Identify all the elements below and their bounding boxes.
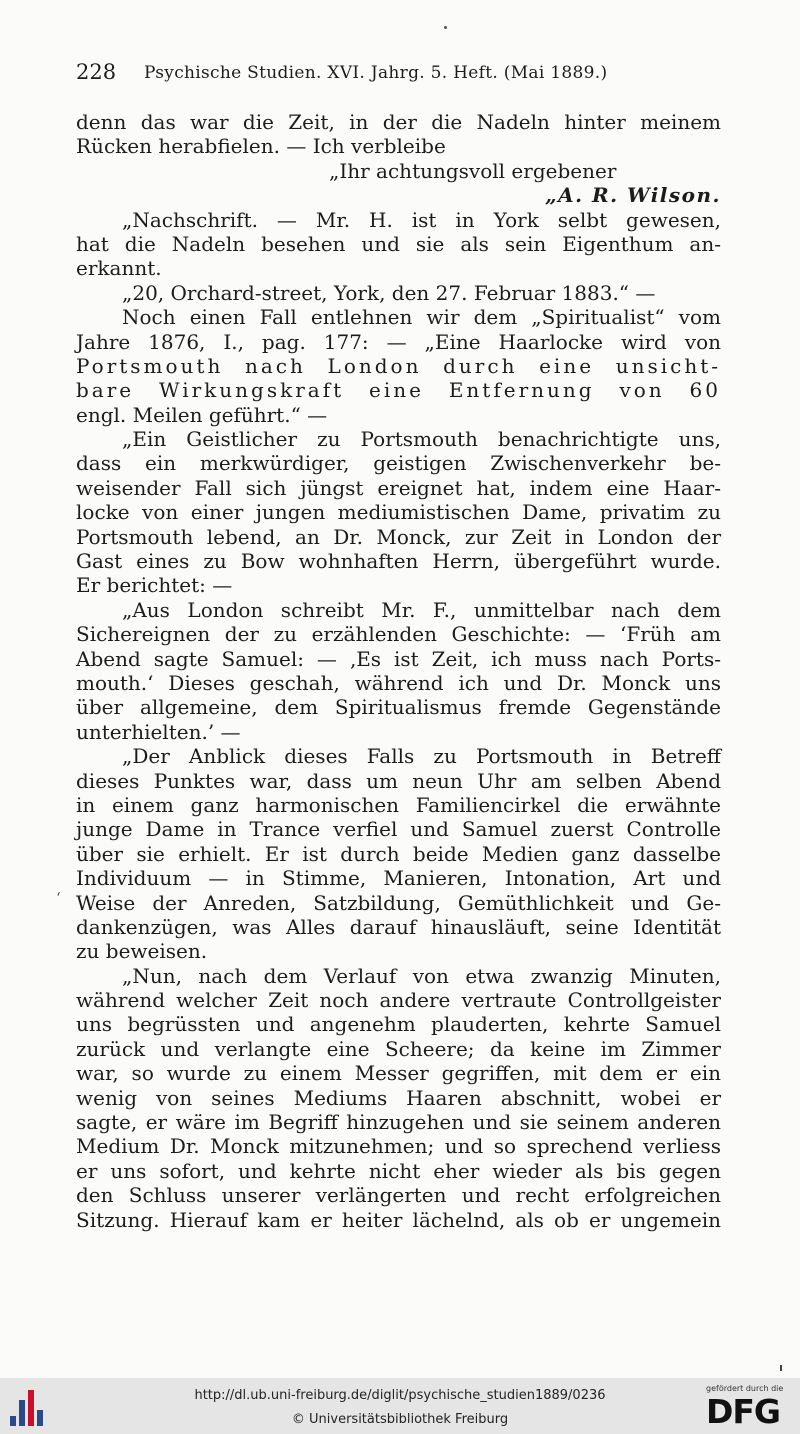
copyright: © Universitätsbibliothek Freiburg <box>291 1412 509 1427</box>
text-line: Individuum — in Stimme, Manieren, Intonation, Art und <box>76 866 721 891</box>
text-line: über sie erhielt. Er ist durch beide Medien ganz dasselbe <box>76 841 721 866</box>
text-line: Gast eines zu Bow wohnhaften Herrn, übergeführt wurde. <box>76 549 721 574</box>
text-line: unterhielten.’ — <box>76 719 241 744</box>
text-line: Sichereignen der zu erzählenden Geschichte: — ‘Früh am <box>76 622 721 647</box>
text-line: Jahre 1876, I., pag. 177: — „Eine Haarlocke wird von <box>76 329 721 354</box>
text-line: dass ein merkwürdiger, geistigen Zwischenverkehr be- <box>76 451 721 476</box>
text-line: „20, Orchard-street, York, den 27. Februar 1883.“ — <box>122 280 656 305</box>
text-line: Er berichtet: — <box>76 573 233 598</box>
text-line: Portsmouth nach London durch eine unsicht- <box>76 353 721 378</box>
signature: „A. R. Wilson. <box>545 183 721 208</box>
text-line: bare Wirkungskraft eine Entfernung von 60 <box>76 378 721 403</box>
scan-speck <box>444 26 447 29</box>
page-number: 228 <box>76 60 117 84</box>
permalink[interactable]: http://dl.ub.uni-freiburg.de/diglit/psychische_studien1889/0236 <box>194 1388 606 1403</box>
text-line: dankenzügen, was Alles darauf hinausläuft, seine Identität <box>76 914 721 939</box>
text-line: Medium Dr. Monck mitzunehmen; und so sprechend verliess <box>76 1134 721 1159</box>
text-line: weisender Fall sich jüngst ereignet hat, indem eine Haar- <box>76 475 721 500</box>
text-line: engl. Meilen geführt.“ — <box>76 402 328 427</box>
viewer-footer <box>0 1378 800 1434</box>
sponsor-caption: gefördert durch die <box>706 1384 784 1393</box>
text-line: denn das war die Zeit, in der die Nadeln hinter meinem <box>76 110 721 134</box>
text-line: während welcher Zeit noch andere vertraute Controllgeister <box>76 988 721 1013</box>
text-line: er uns sofort, und kehrte nicht eher wieder als bis gegen <box>76 1158 721 1183</box>
text-line: über allgemeine, dem Spiritualismus fremde Gegenstände <box>76 695 721 720</box>
text-line: Abend sagte Samuel: — ‚Es ist Zeit, ich muss nach Ports- <box>76 646 721 671</box>
text-line: uns begrüssten und angenehm plauderten, kehrte Samuel <box>76 1012 721 1037</box>
text-line: „Der Anblick dieses Falls zu Portsmouth in Betreff <box>122 744 721 769</box>
page-body <box>76 110 721 1232</box>
dfg-logo[interactable]: DFG <box>706 1392 781 1431</box>
text-line: den Schluss unserer verlängerten und recht erfolgreichen <box>76 1183 721 1208</box>
text-line: junge Dame in Trance verfiel und Samuel zuerst Controlle <box>76 817 721 842</box>
text-line: zu beweisen. <box>76 939 208 964</box>
text-line: mouth.‘ Dieses geschah, während ich und Dr. Monck uns <box>76 670 721 695</box>
text-line: „Ihr achtungsvoll ergebener <box>329 158 617 183</box>
text-line: in einem ganz harmonischen Familiencirkel die erwähnte <box>76 792 721 817</box>
text-line: zurück und verlangte eine Scheere; da keine im Zimmer <box>76 1036 721 1061</box>
running-title: Psychische Studien. XVI. Jahrg. 5. Heft. (Mai 1889.) <box>144 63 608 83</box>
text-line: dieses Punktes war, dass um neun Uhr am selben Abend <box>76 768 721 793</box>
text-line: sagte, er wäre im Begriff hinzugehen und sie seinem anderen <box>76 1110 721 1135</box>
scan-speck <box>780 1365 782 1371</box>
text-line: „Aus London schreibt Mr. F., unmittelbar nach dem <box>122 597 721 622</box>
text-line: wenig von seines Mediums Haaren abschnitt, wobei er <box>76 1085 721 1110</box>
running-header <box>76 60 726 90</box>
text-line: „Nun, nach dem Verlauf von etwa zwanzig Minuten, <box>122 963 721 988</box>
text-line: locke von einer jungen mediumistischen Dame, privatim zu <box>76 500 721 525</box>
text-line: „Nachschrift. — Mr. H. ist in York selbt gewesen, <box>122 207 721 232</box>
text-line: Portsmouth lebend, an Dr. Monck, zur Zeit in London der <box>76 524 721 549</box>
text-line: war, so wurde zu einem Messer gegriffen, mit dem er ein <box>76 1061 721 1086</box>
margin-mark: ‘ <box>56 889 61 907</box>
text-line: „Ein Geistlicher zu Portsmouth benachrichtigte uns, <box>122 427 721 452</box>
text-line: erkannt. <box>76 256 162 281</box>
text-line: hat die Nadeln besehen und sie als sein Eigenthum an- <box>76 231 721 256</box>
text-line: Rücken herabfielen. — Ich verbleibe <box>76 134 446 159</box>
text-line: Weise der Anreden, Satzbildung, Gemüthlichkeit und Ge- <box>76 890 721 915</box>
text-line: Noch einen Fall entlehnen wir dem „Spiritualist“ vom <box>122 305 721 330</box>
text-line: Sitzung. Hierauf kam er heiter lächelnd, als ob er ungemein <box>76 1207 721 1232</box>
